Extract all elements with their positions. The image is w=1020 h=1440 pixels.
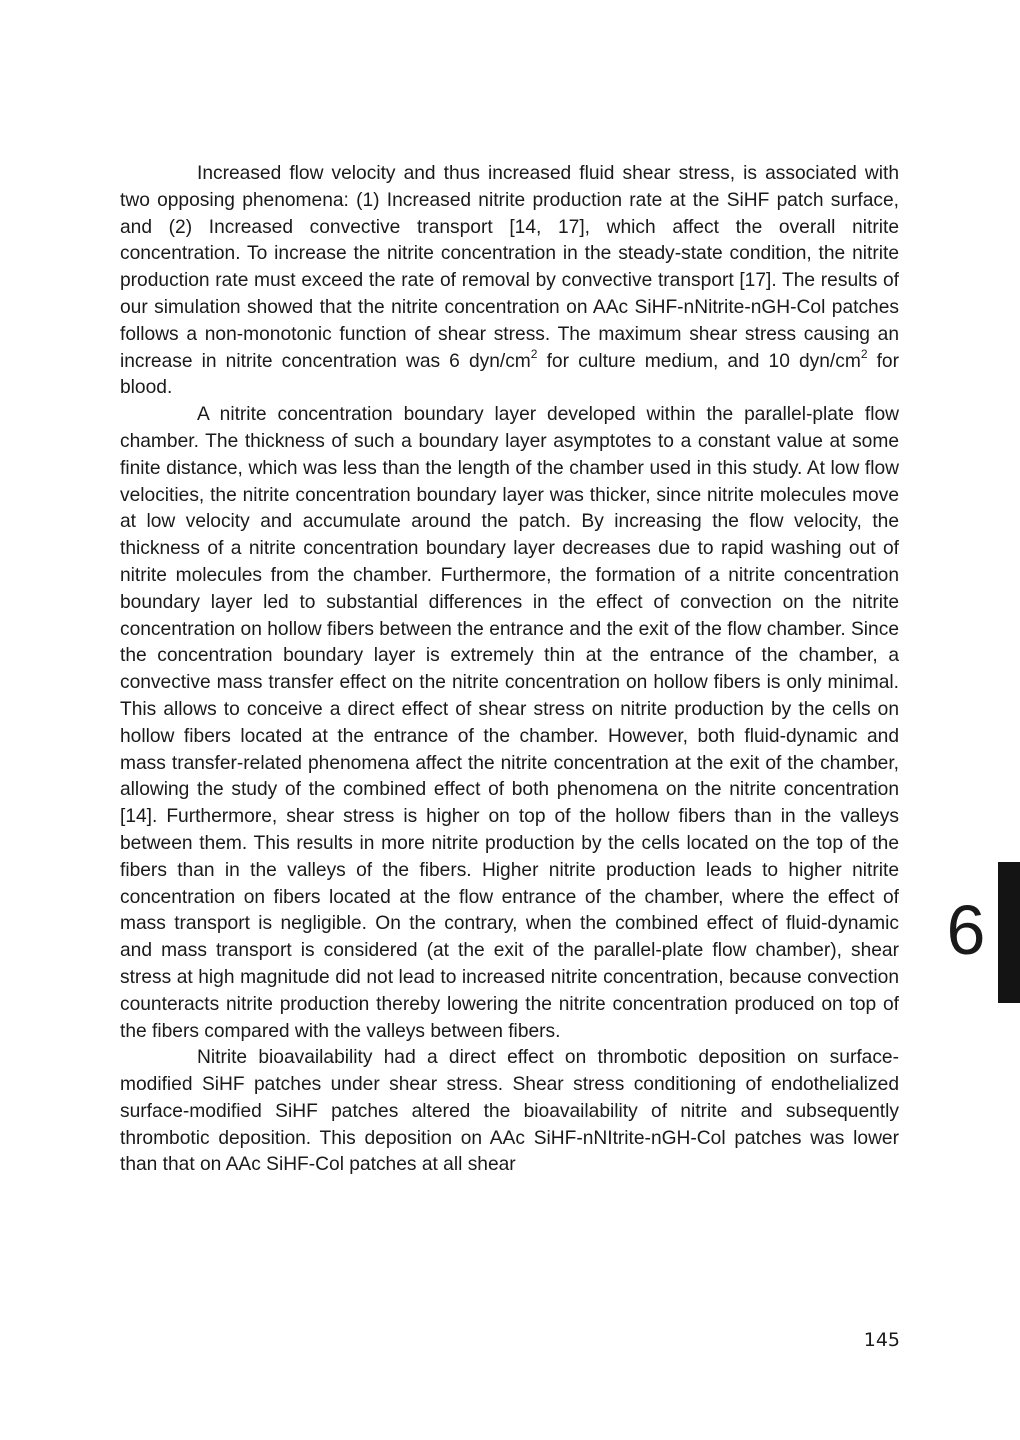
body-text — [120, 161, 899, 1179]
chapter-number: 6 — [946, 891, 986, 969]
paragraph-1 — [120, 161, 899, 402]
paragraph-1-text-2: for culture medium, and 10 dyn/cm — [537, 350, 861, 372]
paragraph-2 — [120, 402, 899, 1045]
paragraph-1-text-3: for blood. — [120, 350, 899, 399]
superscript-2: 2 — [530, 347, 538, 362]
chapter-thumb-tab — [998, 862, 1020, 1003]
page-number: 145 — [863, 1329, 900, 1351]
paragraph-3 — [120, 1045, 899, 1179]
paragraph-2-text: A nitrite concentration boundary layer developed within the parallel-plate flow chamber. The thickness of such a boundary layer asymptotes to a constant value at some finite distance, which was less than the length of the chamber used in this study. At low flow velocities, the nitrite concentration boundary layer was thicker, since nitrite molecules move at low velocity and accumulate around the patch. By increasing the flow velocity, the thickness of a nitrite concentration boundary layer decreases due to rapid washing out of nitrite molecules from the chamber. Furthermore, the formation of a nitrite concentration boundary layer led to substantial differences in the effect of convection on the nitrite concentration on hollow fibers between the entrance and the exit of the flow chamber. Since the concentration boundary layer is extremely thin at the entrance of the chamber, a convective mass transfer effect on the nitrite concentration on hollow fibers is only minimal. This allows to conceive a direct effect of shear stress on nitrite production by the cells on hollow fibers located at the entrance of the chamber. However, both fluid-dynamic and mass transfer-related phenomena affect the nitrite concentration at the exit of the chamber, allowing the study of the combined effect of both phenomena on the nitrite concentration [14]. Furthermore, shear stress is higher on top of the hollow fibers than in the valleys between them. This results in more nitrite production by the cells located on the top of the fibers than in the valleys of the fibers. Higher nitrite production leads to higher nitrite concentration on fibers located at the flow entrance of the chamber, where the effect of mass transport is negligible. On the contrary, when the combined effect of fluid-dynamic and mass transport is considered (at the exit of the parallel-plate flow chamber), shear stress at high magnitude did not lead to increased nitrite concentration, because convection counteracts nitrite production thereby lowering the nitrite concentration produced on top of the fibers compared with the valleys between fibers. — [120, 404, 899, 1042]
paragraph-3-text: Nitrite bioavailability had a direct effect on thrombotic deposition on surface-modified SiHF patches under shear stress. Shear stress conditioning of endothelialized surface-modified SiHF patches altered the bioavailability of nitrite and subsequently thrombotic deposition. This deposition on AAc SiHF-nNItrite-nGH-Col patches was lower than that on AAc SiHF-Col patches at all shear — [120, 1047, 899, 1176]
superscript-2: 2 — [860, 347, 868, 362]
paragraph-1-text-1: Increased flow velocity and thus increased fluid shear stress, is associated with two opposing phenomena: (1) Increased nitrite production rate at the SiHF patch surface, and (2) Increased convective transport [14, 17], which affect the overall nitrite concentration. To increase the nitrite concentration in the steady-state condition, the nitrite production rate must exceed the rate of removal by convective transport [17]. The results of our simulation showed that the nitrite concentration on AAc SiHF-nNitrite-nGH-Col patches follows a non-monotonic function of shear stress. The maximum shear stress causing an increase in nitrite concentration was 6 dyn/cm — [120, 163, 899, 372]
